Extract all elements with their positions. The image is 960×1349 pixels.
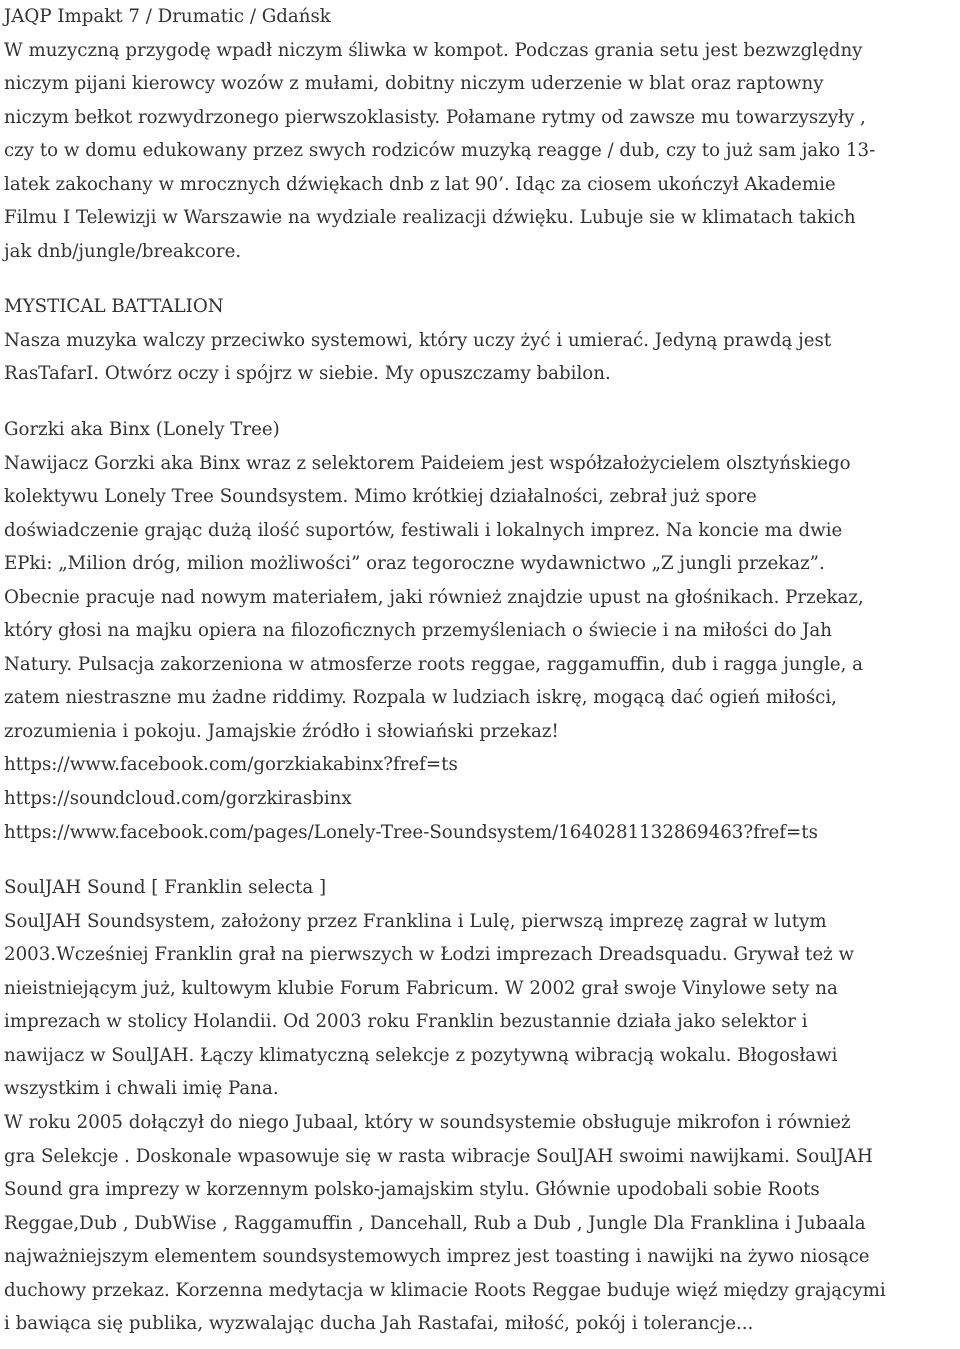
- text-line: i bawiąca się publika, wyzwalając ducha Jah Rastafai, miłość, pokój i tolerancje...: [4, 1313, 754, 1335]
- text-line: W roku 2005 dołączył do niego Jubaal, który w soundsystemie obsługuje mikrofon i również: [4, 1111, 851, 1133]
- text-line: czy to w domu edukowany przez swych rodziców muzyką reagge / dub, czy to już sam jako 13-: [4, 140, 876, 162]
- text-line: Nawijacz Gorzki aka Binx wraz z selektorem Paideiem jest współzałożycielem olsztyńskiego: [4, 452, 851, 474]
- text-line: 2003.Wcześniej Franklin grał na pierwszych w Łodzi imprezach Dreadsquadu. Grywał też w: [4, 944, 855, 966]
- text-line: W muzyczną przygodę wpadł niczym śliwka w kompot. Podczas grania setu jest bezwzględny: [4, 39, 863, 61]
- section-heading: Gorzki aka Binx (Lonely Tree): [4, 419, 280, 441]
- text-line: najważniejszym elementem soundsystemowych imprez jest toasting i nawijki na żywo niosące: [4, 1246, 870, 1268]
- section-heading: MYSTICAL BATTALION: [4, 296, 224, 318]
- text-line: Nasza muzyka walczy przeciwko systemowi, który uczy żyć i umierać. Jedyną prawdą jest: [4, 329, 832, 351]
- text-line: gra Selekcje . Doskonale wpasowuje się w rasta wibracje SoulJAH swoimi nawijkami. SoulJAH: [4, 1145, 873, 1167]
- text-line: doświadczenie grając dużą ilość suportów, festiwali i lokalnych imprez. Na koncie ma dwie: [4, 519, 843, 541]
- text-line: Filmu I Telewizji w Warszawie na wydziale realizacji dźwięku. Lubuje sie w klimatach takich: [4, 207, 856, 229]
- link-facebook-page[interactable]: https://www.facebook.com/pages/Lonely-Tree-Soundsystem/1640281132869463?fref=ts: [4, 821, 818, 843]
- text-line: imprezach w stolicy Holandii. Od 2003 roku Franklin bezustannie działa jako selektor i: [4, 1011, 808, 1033]
- text-line: EPki: „Milion dróg, milion możliwości” oraz tegoroczne wydawnictwo „Z jungli przekaz”.: [4, 553, 825, 575]
- text-line: Sound gra imprezy w korzennym polsko-jamajskim stylu. Głównie upodobali sobie Roots: [4, 1179, 820, 1201]
- text-line: jak dnb/jungle/breakcore.: [4, 240, 242, 262]
- text-line: RasTafarI. Otwórz oczy i spójrz w siebie. My opuszczamy babilon.: [4, 363, 611, 385]
- text-line: niczym pijani kierowcy wozów z mułami, dobitny niczym uderzenie w blat oraz raptowny: [4, 73, 824, 95]
- text-line: duchowy przekaz. Korzenna medytacja w klimacie Roots Reggae buduje więź między grającymi: [4, 1279, 886, 1301]
- text-line: SoulJAH Soundsystem, założony przez Franklina i Lulę, pierwszą imprezę zagrał w lutym: [4, 910, 827, 932]
- text-line: latek zakochany w mrocznych dźwiękach dnb z lat 90’. Idąc za ciosem ukończył Akademie: [4, 173, 836, 195]
- link-facebook[interactable]: https://www.facebook.com/gorzkiakabinx?fref=ts: [4, 754, 458, 776]
- text-line: nieistniejącym już, kultowym klubie Forum Fabricum. W 2002 grał swoje Vinylowe sety na: [4, 977, 838, 999]
- text-line: zrozumienia i pokoju. Jamajskie źródło i słowiański przekaz!: [4, 720, 559, 742]
- section-heading: JAQP Impakt 7 / Drumatic / Gdańsk: [4, 6, 331, 27]
- text-line: nawijacz w SoulJAH. Łączy klimatyczną selekcje z pozytywną wibracją wokalu. Błogosławi: [4, 1044, 838, 1066]
- section-jaqp: [4, 0, 956, 268]
- link-soundcloud[interactable]: https://soundcloud.com/gorzkirasbinx: [4, 788, 352, 810]
- text-line: zatem niestraszne mu żadne riddimy. Rozpala w ludziach iskrę, mogącą dać ogień miłości,: [4, 687, 837, 709]
- section-souljah: [4, 871, 956, 1341]
- text-line: Obecnie pracuje nad nowym materiałem, jaki również znajdzie upust na głośnikach. Przekaz,: [4, 586, 864, 608]
- text-line: Reggae,Dub , DubWise , Raggamuffin , Dancehall, Rub a Dub , Jungle Dla Franklina i Jubaala: [4, 1212, 866, 1234]
- section-gorzki: [4, 413, 956, 849]
- text-line: niczym bełkot rozwydrzonego pierwszoklasisty. Połamane rytmy od zawsze mu towarzyszyły ,: [4, 106, 866, 128]
- text-line: wszystkim i chwali imię Pana.: [4, 1078, 279, 1100]
- text-line: Natury. Pulsacja zakorzeniona w atmosferze roots reggae, raggamuffin, dub i ragga jungle, a: [4, 653, 863, 675]
- section-heading: SoulJAH Sound [ Franklin selecta ]: [4, 877, 327, 899]
- text-line: kolektywu Lonely Tree Soundsystem. Mimo krótkiej działalności, zebrał już spore: [4, 486, 757, 508]
- section-mystical-battalion: [4, 290, 956, 391]
- text-line: który głosi na majku opiera na filozoficznych przemyśleniach o świecie i na miłości do Jah: [4, 620, 832, 642]
